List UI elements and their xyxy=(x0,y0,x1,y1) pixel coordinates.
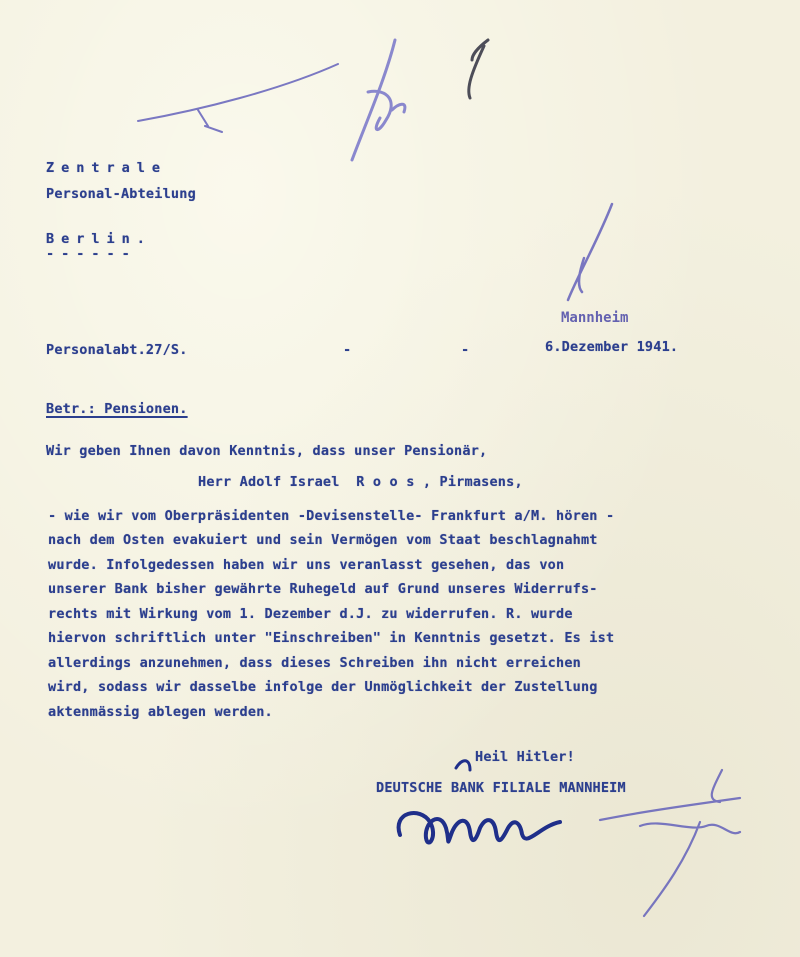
recipient-line-2: Personal-Abteilung xyxy=(46,186,196,202)
reference-dash-1: - xyxy=(343,342,352,358)
body-line-5: rechts mit Wirkung vom 1. Dezember d.J. zu widerrufen. R. wurde xyxy=(48,606,573,622)
body-line-6: hiervon schriftlich unter "Einschreiben" in Kenntnis gesetzt. Es ist xyxy=(48,630,615,646)
body-line-4: unserer Bank bisher gewährte Ruhegeld auf Grund unseres Widerrufs- xyxy=(48,581,598,597)
body-line-9: aktenmässig ablegen werden. xyxy=(48,704,273,720)
body-line-1: - wie wir vom Oberpräsidenten -Devisenstelle- Frankfurt a/M. hören - xyxy=(48,508,615,524)
intro-line: Wir geben Ihnen davon Kenntnis, dass unser Pensionär, xyxy=(46,443,488,459)
subject-line: Betr.: Pensionen. xyxy=(46,401,188,417)
body-line-7: allerdings anzunehmen, dass dieses Schreiben ihn nicht erreichen xyxy=(48,655,581,671)
body-line-8: wird, sodass wir dasselbe infolge der Unmöglichkeit der Zustellung xyxy=(48,679,598,695)
place-stamp: Mannheim xyxy=(561,310,629,326)
recipient-city: Berlin. xyxy=(46,231,152,247)
body-line-2: nach dem Osten evakuiert und sein Vermögen vom Staat beschlagnahmt xyxy=(48,532,598,548)
letter-date: 6.Dezember 1941. xyxy=(545,339,679,355)
signature-block: DEUTSCHE BANK FILIALE MANNHEIM xyxy=(376,780,626,796)
named-person-line: Herr Adolf Israel R o o s , Pirmasens, xyxy=(198,474,523,490)
recipient-city-underline: ------ xyxy=(46,246,137,262)
reference-dash-2: - xyxy=(461,342,470,358)
reference-number: Personalabt.27/S. xyxy=(46,342,188,358)
closing-greeting: Heil Hitler! xyxy=(475,749,575,765)
recipient-line-1: Zentrale xyxy=(46,160,168,176)
body-line-3: wurde. Infolgedessen haben wir uns veranlasst gesehen, das von xyxy=(48,557,565,573)
